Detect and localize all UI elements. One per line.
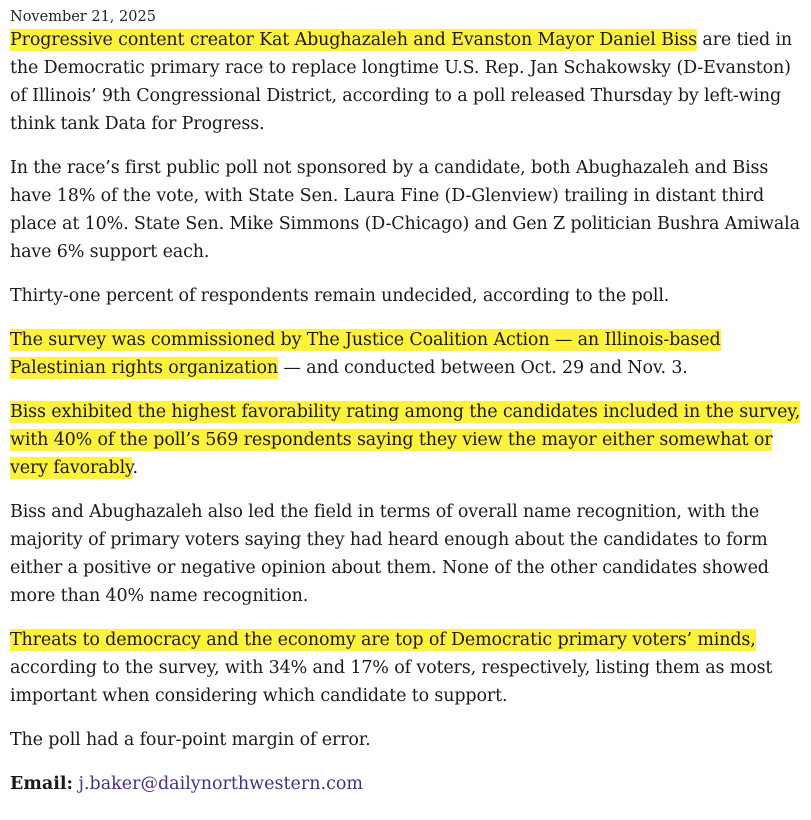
- paragraph-7: [10, 626, 808, 710]
- paragraph-5: [10, 398, 808, 482]
- publish-date: November 21, 2025: [10, 9, 156, 25]
- paragraph-2: In the race’s first public poll not sponsored by a candidate, both Abughazaleh and Biss have 18% of the vote, with State Sen. Laura Fine (D-Glenview) trailing in distant third place at 10%. State Sen. Mike Simmons (D-Chicago) and Gen Z politician Bushra Amiwala have 6% support each.: [10, 158, 800, 262]
- article-body: [10, 0, 808, 798]
- paragraph-8: The poll had a four-point margin of error.: [10, 730, 371, 750]
- paragraph-4: [10, 326, 808, 382]
- highlighted-text: The survey was commissioned by The Justice Coalition Action — an Illinois-based Palestinian rights organization: [10, 330, 721, 378]
- email-link[interactable]: j.baker@dailynorthwestern.com: [78, 774, 364, 794]
- paragraph-text: according to the survey, with 34% and 17% of voters, respectively, listing them as most important when considering which candidate to support.: [10, 658, 773, 706]
- paragraph-text: .: [132, 458, 138, 478]
- highlighted-text: Progressive content creator Kat Abughazaleh and Evanston Mayor Daniel Biss: [10, 30, 697, 50]
- paragraph-6: Biss and Abughazaleh also led the field in terms of overall name recognition, with the majority of primary voters saying they had heard enough about the candidates to form either a positive or negative opinion about them. None of the other candidates showed more than 40% name recognition.: [10, 502, 769, 606]
- paragraph-1: [10, 26, 808, 138]
- email-label: Email:: [10, 774, 73, 794]
- paragraph-text: are tied in the Democratic primary race to replace longtime U.S. Rep. Jan Schakowsky (D-Evanston) of Illinois’ 9th Congressional District, according to a poll released Thursday by left-wing think tank Data for Progress.: [10, 30, 793, 134]
- highlighted-text: Biss exhibited the highest favorability rating among the candidates included in the survey, with 40% of the poll’s 569 respondents saying they view the mayor either somewhat or very favorably: [10, 402, 801, 478]
- paragraph-text: — and conducted between Oct. 29 and Nov. 3.: [277, 358, 688, 378]
- paragraph-3: Thirty-one percent of respondents remain undecided, according to the poll.: [10, 286, 670, 306]
- author-email: [10, 770, 808, 798]
- highlighted-text: Threats to democracy and the economy are top of Democratic primary voters’ minds,: [10, 630, 756, 650]
